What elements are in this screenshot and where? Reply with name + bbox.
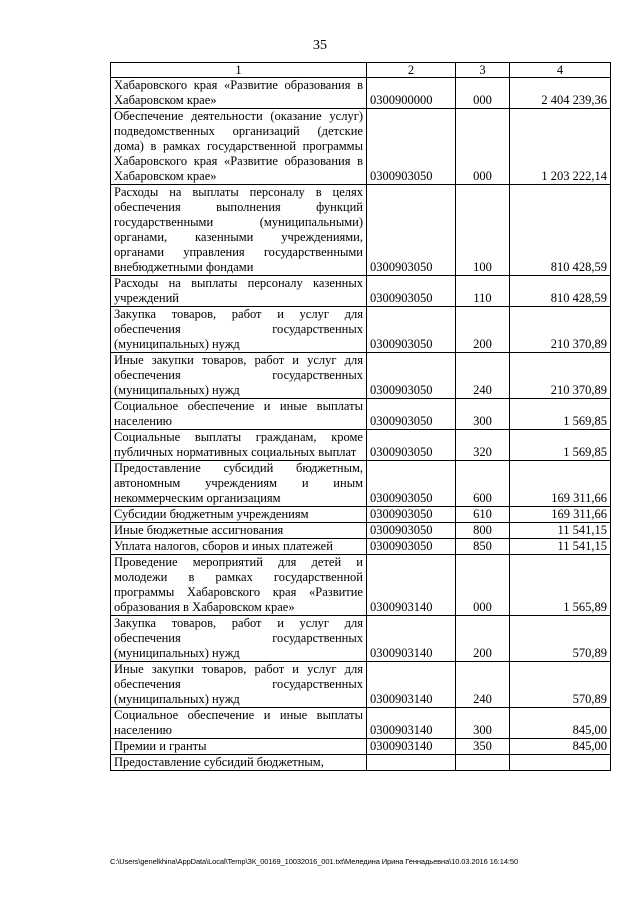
row-expense-type: 320 [456, 430, 510, 461]
row-description: Премии и гранты [111, 739, 367, 755]
table-row [111, 109, 611, 185]
header-row [111, 63, 611, 78]
table-row [111, 78, 611, 109]
row-description: Расходы на выплаты персоналу в целях обеспечения выполнения функций государственными (муниципальными) органами, казенными учреждениями, органами управления государственными внебюджетными фондами [111, 185, 367, 276]
table-row [111, 507, 611, 523]
row-description: Иные закупки товаров, работ и услуг для обеспечения государственных (муниципальных) нужд [111, 353, 367, 399]
table-header [111, 63, 611, 78]
row-description: Обеспечение деятельности (оказание услуг) подведомственных организаций (детские дома) в рамках государственной программы Хабаровского края «Развитие образования в Хабаровском крае» [111, 109, 367, 185]
row-description: Иные закупки товаров, работ и услуг для обеспечения государственных (муниципальных) нужд [111, 662, 367, 708]
table-row [111, 461, 611, 507]
row-amount: 845,00 [510, 739, 611, 755]
row-target-code: 0300903140 [367, 662, 456, 708]
row-expense-type: 610 [456, 507, 510, 523]
row-target-code: 0300903140 [367, 739, 456, 755]
table-row [111, 708, 611, 739]
row-amount: 2 404 239,36 [510, 78, 611, 109]
row-amount: 169 311,66 [510, 507, 611, 523]
table-row [111, 185, 611, 276]
table-row [111, 353, 611, 399]
row-amount: 11 541,15 [510, 523, 611, 539]
row-description: Предоставление субсидий бюджетным, [111, 755, 367, 771]
row-target-code: 0300903050 [367, 507, 456, 523]
row-amount: 1 203 222,14 [510, 109, 611, 185]
row-expense-type: 200 [456, 307, 510, 353]
row-target-code: 0300903050 [367, 276, 456, 307]
row-target-code: 0300903050 [367, 353, 456, 399]
row-expense-type: 240 [456, 353, 510, 399]
row-amount: 1 569,85 [510, 399, 611, 430]
page-number: 35 [313, 38, 327, 53]
row-description: Проведение мероприятий для детей и молодежи в рамках государственной программы Хабаровского края «Развитие образования в Хабаровском крае» [111, 555, 367, 616]
row-description: Хабаровского края «Развитие образования в Хабаровском крае» [111, 78, 367, 109]
row-target-code [367, 755, 456, 771]
row-description: Социальное обеспечение и иные выплаты населению [111, 708, 367, 739]
row-expense-type: 240 [456, 662, 510, 708]
row-description: Расходы на выплаты персоналу казенных учреждений [111, 276, 367, 307]
row-description: Уплата налогов, сборов и иных платежей [111, 539, 367, 555]
table-row [111, 662, 611, 708]
row-target-code: 0300903050 [367, 399, 456, 430]
row-expense-type: 110 [456, 276, 510, 307]
row-amount: 845,00 [510, 708, 611, 739]
row-target-code: 0300903050 [367, 307, 456, 353]
row-expense-type: 300 [456, 708, 510, 739]
row-amount: 1 565,89 [510, 555, 611, 616]
row-amount: 810 428,59 [510, 185, 611, 276]
row-description: Социальное обеспечение и иные выплаты населению [111, 399, 367, 430]
row-expense-type: 000 [456, 555, 510, 616]
row-amount: 1 569,85 [510, 430, 611, 461]
row-expense-type: 200 [456, 616, 510, 662]
table-row [111, 755, 611, 771]
row-amount: 570,89 [510, 662, 611, 708]
row-target-code: 0300903050 [367, 523, 456, 539]
row-amount: 570,89 [510, 616, 611, 662]
header-col-3: 3 [456, 63, 510, 78]
row-expense-type: 350 [456, 739, 510, 755]
row-target-code: 0300903140 [367, 708, 456, 739]
table-row [111, 430, 611, 461]
row-expense-type: 000 [456, 78, 510, 109]
table-body [111, 78, 611, 771]
header-col-1: 1 [111, 63, 367, 78]
table-row [111, 399, 611, 430]
row-expense-type: 800 [456, 523, 510, 539]
row-expense-type: 850 [456, 539, 510, 555]
budget-table [110, 62, 611, 771]
table-row [111, 616, 611, 662]
row-target-code: 0300903050 [367, 461, 456, 507]
row-target-code: 0300900000 [367, 78, 456, 109]
row-amount: 210 370,89 [510, 353, 611, 399]
row-description: Закупка товаров, работ и услуг для обеспечения государственных (муниципальных) нужд [111, 307, 367, 353]
row-amount: 169 311,66 [510, 461, 611, 507]
row-amount: 810 428,59 [510, 276, 611, 307]
row-description: Субсидии бюджетным учреждениям [111, 507, 367, 523]
row-description: Социальные выплаты гражданам, кроме публичных нормативных социальных выплат [111, 430, 367, 461]
row-expense-type: 600 [456, 461, 510, 507]
row-description: Иные бюджетные ассигнования [111, 523, 367, 539]
row-expense-type: 100 [456, 185, 510, 276]
file-path-footer: C:\Users\genelkhina\AppData\Local\Temp\ЗК_00169_10032016_001.txt\Меледина Ирина Геннадьевна\10.03.2016 16:14:50 [110, 857, 519, 866]
table-row [111, 307, 611, 353]
table-row [111, 523, 611, 539]
row-expense-type: 000 [456, 109, 510, 185]
row-target-code: 0300903140 [367, 555, 456, 616]
header-col-4: 4 [510, 63, 611, 78]
row-target-code: 0300903140 [367, 616, 456, 662]
row-target-code: 0300903050 [367, 185, 456, 276]
table-row [111, 276, 611, 307]
row-amount [510, 755, 611, 771]
table-row [111, 539, 611, 555]
row-amount: 11 541,15 [510, 539, 611, 555]
row-target-code: 0300903050 [367, 539, 456, 555]
row-expense-type: 300 [456, 399, 510, 430]
row-target-code: 0300903050 [367, 430, 456, 461]
row-expense-type [456, 755, 510, 771]
row-target-code: 0300903050 [367, 109, 456, 185]
row-amount: 210 370,89 [510, 307, 611, 353]
table-row [111, 555, 611, 616]
row-description: Предоставление субсидий бюджетным, автономным учреждениям и иным некоммерческим организациям [111, 461, 367, 507]
table-row [111, 739, 611, 755]
row-description: Закупка товаров, работ и услуг для обеспечения государственных (муниципальных) нужд [111, 616, 367, 662]
header-col-2: 2 [367, 63, 456, 78]
